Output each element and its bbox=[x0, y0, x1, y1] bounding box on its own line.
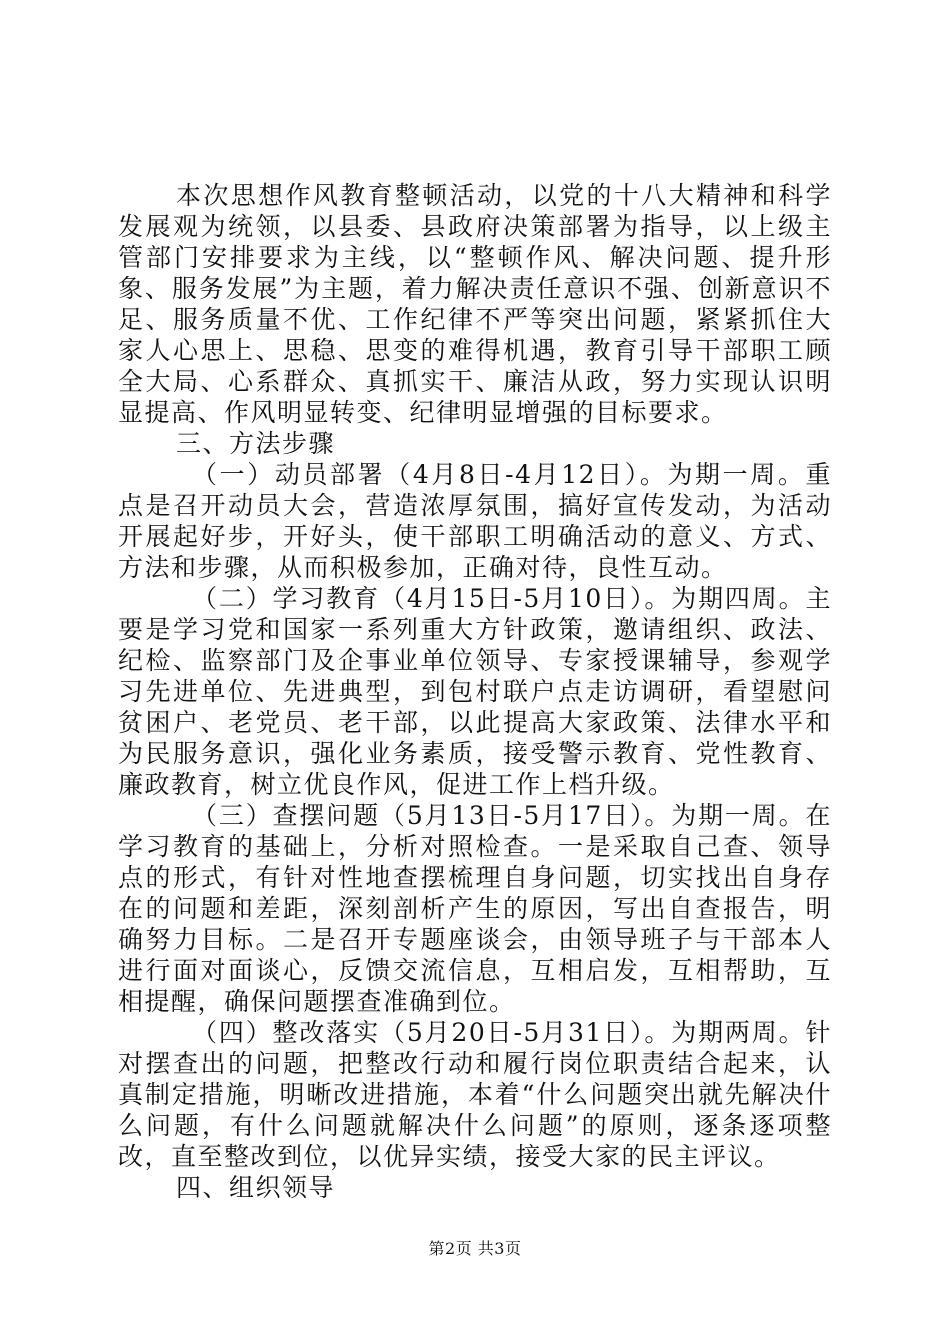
paragraph-step-rectification: （四）整改落实（5月20日-5月31日）。为期两周。针对摆查出的问题，把整改行动和履行岗位职责结合起来，认真制定措施，明晰改进措施，本着“什么问题突出就先解决什么问题，有什么问题就解决什么问题”的原则，逐条逐项整改，直至整改到位，以优异实绩，接受大家的民主评议。 bbox=[118, 1018, 832, 1171]
paragraph-step-check-problems: （三）查摆问题（5月13日-5月17日）。为期一周。在学习教育的基础上，分析对照检查。一是采取自己查、领导点的形式，有针对性地查摆梳理自身问题，切实找出自身存在的问题和差距，深刻剖析产生的原因，写出自查报告，明确努力目标。二是召开专题座谈会，由领导班子与干部本人进行面对面谈心，反馈交流信息，互相启发，互相帮助，互相提醒，确保问题摆查准确到位。 bbox=[118, 801, 832, 1016]
paragraph-step-mobilization: （一）动员部署（4月8日-4月12日）。为期一周。重点是召开动员大会，营造浓厚氛围，搞好宣传发动，为活动开展起好步，开好头，使干部职工明确活动的意义、方式、方法和步骤，从而积极参加，正确对待，良性互动。 bbox=[118, 460, 832, 582]
heading-method-steps: 三、方法步骤 bbox=[176, 429, 336, 458]
heading-organization-leadership: 四、组织领导 bbox=[176, 1173, 336, 1202]
paragraph-guiding-principle: 本次思想作风教育整顿活动，以党的十八大精神和科学发展观为统领，以县委、县政府决策部署为指导，以上级主管部门安排要求为主线，以“整顿作风、解决问题、提升形象、服务发展”为主题，着力解决责任意识不强、创新意识不足、服务质量不优、工作纪律不严等突出问题，紧紧抓住大家人心思上、思稳、思变的难得机遇，教育引导干部职工顾全大局、心系群众、真抓实干、廉洁从政，努力实现认识明显提高、作风明显转变、纪律明显增强的目标要求。 bbox=[118, 181, 832, 427]
page-number-footer: 第2页 共3页 bbox=[428, 1239, 522, 1258]
document-body bbox=[118, 180, 832, 1203]
paragraph-step-study: （二）学习教育（4月15日-5月10日）。为期四周。主要是学习党和国家一系列重大方针政策，邀请组织、政法、纪检、监察部门及企事业单位领导、专家授课辅导，参观学习先进单位、先进典型，到包村联户点走访调研，看望慰问贫困户、老党员、老干部，以此提高大家政策、法律水平和为民服务意识，强化业务素质，接受警示教育、党性教育、廉政教育，树立优良作风，促进工作上档升级。 bbox=[118, 584, 832, 799]
